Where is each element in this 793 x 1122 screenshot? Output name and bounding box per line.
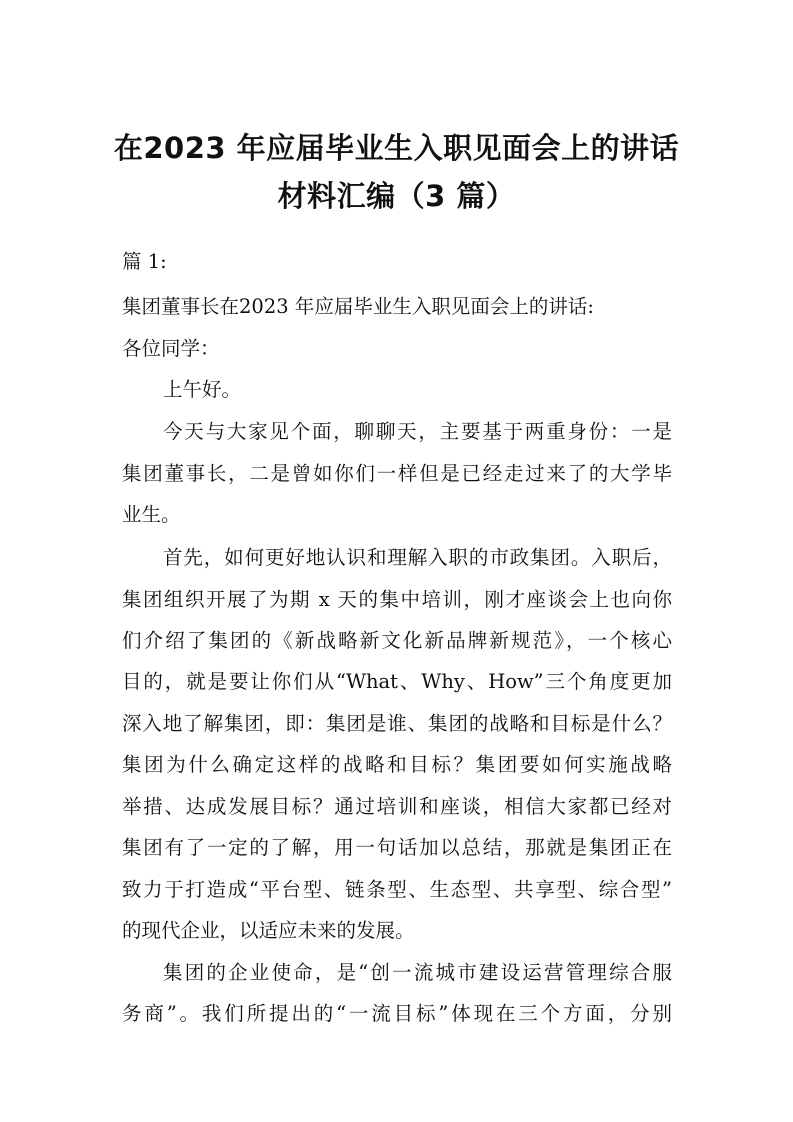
paragraph2-line: 举措、达成发展目标？通过培训和座谈，相信大家都已经对 xyxy=(122,795,672,818)
paragraph2-line: 们介绍了集团的《新战略新文化新品牌新规范》，一个核心 xyxy=(122,629,672,652)
paragraph2-line: 的现代企业，以适应未来的发展。 xyxy=(122,919,415,942)
paragraph2-line: 集团有了一定的了解，用一句话加以总结，那就是集团正在 xyxy=(122,836,672,859)
greeting: 上午好。 xyxy=(163,378,242,401)
paragraph2-line: 首先，如何更好地认识和理解入职的市政集团。入职后， xyxy=(163,546,672,569)
paragraph2-line: 集团组织开展了为期 x 天的集中培训，刚才座谈会上也向你 xyxy=(122,588,672,611)
paragraph2-line: 集团为什么确定这样的战略和目标？集团要如何实施战略 xyxy=(122,753,672,776)
paragraph2-line: 致力于打造成“平台型、链条型、生态型、共享型、综合型” xyxy=(122,878,672,901)
document-title-line-1: 在2023 年应届毕业生入职见面会上的讲话 xyxy=(113,131,680,165)
paragraph1-line: 集团董事长，二是曾如你们一样但是已经走过来了的大学毕 xyxy=(122,462,672,485)
speech-heading: 集团董事长在2023 年应届毕业生入职见面会上的讲话: xyxy=(122,295,594,318)
paragraph1-line: 今天与大家见个面，聊聊天，主要基于两重身份：一是 xyxy=(163,420,672,443)
paragraph3-line: 务商”。我们所提出的“一流目标”体现在三个方面，分别 xyxy=(122,1002,672,1025)
paragraph2-line: 深入地了解集团，即：集团是谁、集团的战略和目标是什么？ xyxy=(122,712,672,735)
salutation: 各位同学： xyxy=(122,337,220,360)
section-label: 篇 1: xyxy=(122,250,167,273)
paragraph3-line: 集团的企业使命，是“创一流城市建设运营管理综合服 xyxy=(163,961,672,984)
paragraph1-line: 业生。 xyxy=(122,503,181,526)
paragraph2-line: 目的，就是要让你们从“What、Why、How”三个角度更加 xyxy=(122,670,672,693)
document-title-line-2: 材料汇编（3 篇） xyxy=(277,179,516,213)
